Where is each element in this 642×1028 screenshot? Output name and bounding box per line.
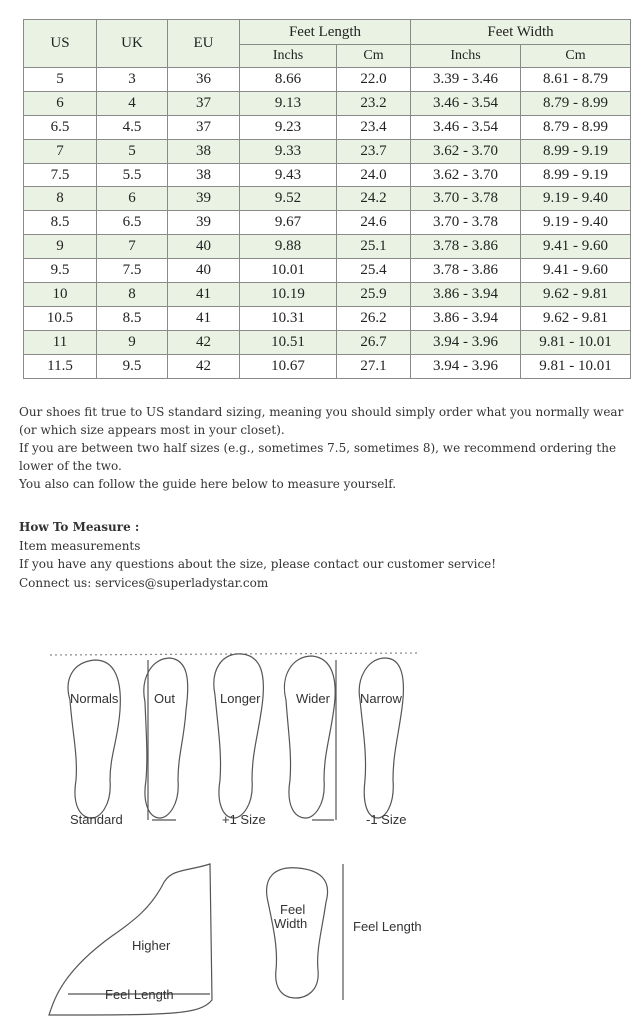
cell-w-in: 3.94 - 3.96 xyxy=(411,354,521,378)
cell-us: 9 xyxy=(24,235,97,259)
cell-us: 7.5 xyxy=(24,163,97,187)
cell-w-in: 3.46 - 3.54 xyxy=(411,91,521,115)
table-row xyxy=(24,68,631,92)
foot-outline-wider xyxy=(284,656,335,818)
cell-len-cm: 26.2 xyxy=(337,306,411,330)
cell-eu: 42 xyxy=(168,330,240,354)
cell-us: 10 xyxy=(24,283,97,307)
cell-us: 11.5 xyxy=(24,354,97,378)
size-chart-table xyxy=(23,19,631,379)
cell-w-in: 3.70 - 3.78 xyxy=(411,187,521,211)
cell-len-cm: 26.7 xyxy=(337,330,411,354)
cell-w-cm: 9.41 - 9.60 xyxy=(521,235,631,259)
how-to-measure xyxy=(19,518,631,592)
label-longer: Longer xyxy=(220,691,261,706)
label-narrow: Narrow xyxy=(360,691,402,706)
cell-w-in: 3.46 - 3.54 xyxy=(411,115,521,139)
cell-us: 5 xyxy=(24,68,97,92)
cell-uk: 8 xyxy=(97,283,168,307)
cell-w-cm: 9.81 - 10.01 xyxy=(521,330,631,354)
label-out: Out xyxy=(154,691,175,706)
item-measurements: Item measurements xyxy=(19,538,141,553)
cell-us: 7 xyxy=(24,139,97,163)
cell-len-in: 8.66 xyxy=(240,68,337,92)
cell-us: 8.5 xyxy=(24,211,97,235)
cell-uk: 5 xyxy=(97,139,168,163)
cell-uk: 6 xyxy=(97,187,168,211)
cell-len-cm: 27.1 xyxy=(337,354,411,378)
cell-len-in: 9.67 xyxy=(240,211,337,235)
cell-len-cm: 25.4 xyxy=(337,259,411,283)
cell-len-cm: 24.0 xyxy=(337,163,411,187)
cell-w-cm: 9.81 - 10.01 xyxy=(521,354,631,378)
table-row xyxy=(24,259,631,283)
cell-w-in: 3.78 - 3.86 xyxy=(411,235,521,259)
cell-uk: 7.5 xyxy=(97,259,168,283)
cell-us: 6 xyxy=(24,91,97,115)
cell-eu: 36 xyxy=(168,68,240,92)
label-feel-width-1: Feel xyxy=(280,902,306,917)
label-feel-width-2: Width xyxy=(274,916,308,931)
cell-us: 9.5 xyxy=(24,259,97,283)
foot-measure-diagram xyxy=(0,640,642,1028)
label-normals: Normals xyxy=(70,691,119,706)
table-row xyxy=(24,283,631,307)
how-to-title: How To Measure : xyxy=(19,520,140,534)
label-minus-one-size: -1 Size xyxy=(366,812,407,827)
foot-outline-normals xyxy=(68,660,120,818)
header-us: US xyxy=(24,20,97,68)
label-side-feel-length: Feel Length xyxy=(105,987,174,1002)
header-width-cm: Cm xyxy=(521,45,631,68)
cell-uk: 4.5 xyxy=(97,115,168,139)
cell-len-in: 9.33 xyxy=(240,139,337,163)
cell-eu: 40 xyxy=(168,259,240,283)
note-measure-guide: You also can follow the guide here below to measure yourself. xyxy=(19,477,397,491)
table-row xyxy=(24,306,631,330)
cell-eu: 41 xyxy=(168,283,240,307)
cell-len-cm: 22.0 xyxy=(337,68,411,92)
cell-w-cm: 8.79 - 8.99 xyxy=(521,115,631,139)
cell-w-cm: 8.79 - 8.99 xyxy=(521,91,631,115)
cell-eu: 39 xyxy=(168,211,240,235)
table-row xyxy=(24,211,631,235)
cell-len-in: 10.19 xyxy=(240,283,337,307)
label-higher: Higher xyxy=(132,938,171,953)
cell-uk: 4 xyxy=(97,91,168,115)
cell-len-in: 10.31 xyxy=(240,306,337,330)
cell-uk: 6.5 xyxy=(97,211,168,235)
cell-uk: 8.5 xyxy=(97,306,168,330)
cell-uk: 7 xyxy=(97,235,168,259)
cell-us: 6.5 xyxy=(24,115,97,139)
cell-us: 8 xyxy=(24,187,97,211)
cell-eu: 40 xyxy=(168,235,240,259)
header-feet-width: Feet Width xyxy=(411,20,631,45)
label-sole-feel-length: Feel Length xyxy=(353,919,422,934)
cell-w-in: 3.86 - 3.94 xyxy=(411,306,521,330)
table-row xyxy=(24,91,631,115)
cell-eu: 37 xyxy=(168,115,240,139)
cell-len-cm: 24.2 xyxy=(337,187,411,211)
table-row xyxy=(24,187,631,211)
cell-us: 10.5 xyxy=(24,306,97,330)
cell-len-in: 9.88 xyxy=(240,235,337,259)
size-rows xyxy=(24,68,631,379)
cell-len-in: 10.67 xyxy=(240,354,337,378)
foot-outline-out xyxy=(144,658,188,818)
cell-uk: 5.5 xyxy=(97,163,168,187)
header-eu: EU xyxy=(168,20,240,68)
cell-uk: 9 xyxy=(97,330,168,354)
label-wider: Wider xyxy=(296,691,330,706)
cell-w-cm: 8.99 - 9.19 xyxy=(521,163,631,187)
table-row xyxy=(24,235,631,259)
cell-len-cm: 23.4 xyxy=(337,115,411,139)
cell-uk: 3 xyxy=(97,68,168,92)
cell-eu: 41 xyxy=(168,306,240,330)
table-row xyxy=(24,163,631,187)
cell-w-in: 3.94 - 3.96 xyxy=(411,330,521,354)
table-row xyxy=(24,115,631,139)
cell-w-in: 3.62 - 3.70 xyxy=(411,163,521,187)
fit-notes xyxy=(19,403,631,493)
table-row xyxy=(24,139,631,163)
cell-w-cm: 9.62 - 9.81 xyxy=(521,283,631,307)
foot-outline-narrow xyxy=(359,658,403,818)
cell-len-cm: 25.1 xyxy=(337,235,411,259)
cell-eu: 42 xyxy=(168,354,240,378)
cell-len-cm: 23.2 xyxy=(337,91,411,115)
cell-len-in: 10.51 xyxy=(240,330,337,354)
cell-w-cm: 8.61 - 8.79 xyxy=(521,68,631,92)
label-standard: Standard xyxy=(70,812,123,827)
cell-w-cm: 9.41 - 9.60 xyxy=(521,259,631,283)
cell-w-cm: 8.99 - 9.19 xyxy=(521,139,631,163)
header-length-inchs: Inchs xyxy=(240,45,337,68)
cell-w-in: 3.86 - 3.94 xyxy=(411,283,521,307)
cell-w-cm: 9.19 - 9.40 xyxy=(521,211,631,235)
cell-w-in: 3.78 - 3.86 xyxy=(411,259,521,283)
cell-len-in: 9.23 xyxy=(240,115,337,139)
cell-len-in: 10.01 xyxy=(240,259,337,283)
cell-len-cm: 24.6 xyxy=(337,211,411,235)
contact-email: Connect us: services@superladystar.com xyxy=(19,575,269,590)
cell-eu: 37 xyxy=(168,91,240,115)
table-row xyxy=(24,354,631,378)
cell-eu: 38 xyxy=(168,139,240,163)
cell-len-cm: 23.7 xyxy=(337,139,411,163)
cell-eu: 38 xyxy=(168,163,240,187)
cell-len-in: 9.52 xyxy=(240,187,337,211)
cell-len-in: 9.43 xyxy=(240,163,337,187)
cell-len-in: 9.13 xyxy=(240,91,337,115)
cell-us: 11 xyxy=(24,330,97,354)
note-true-to-size: Our shoes fit true to US standard sizing, meaning you should simply order what you normally wear (or which size appears most in your closet). xyxy=(19,405,624,437)
cell-w-cm: 9.62 - 9.81 xyxy=(521,306,631,330)
cell-w-in: 3.70 - 3.78 xyxy=(411,211,521,235)
foot-outline-longer xyxy=(214,654,264,818)
cell-uk: 9.5 xyxy=(97,354,168,378)
cell-w-in: 3.62 - 3.70 xyxy=(411,139,521,163)
contact-note: If you have any questions about the size, please contact our customer service! xyxy=(19,557,497,571)
header-uk: UK xyxy=(97,20,168,68)
label-plus-one-size: +1 Size xyxy=(222,812,266,827)
cell-w-cm: 9.19 - 9.40 xyxy=(521,187,631,211)
cell-eu: 39 xyxy=(168,187,240,211)
cell-w-in: 3.39 - 3.46 xyxy=(411,68,521,92)
table-row xyxy=(24,330,631,354)
note-half-sizes: If you are between two half sizes (e.g., sometimes 7.5, sometimes 8), we recommend ordering the lower of the two. xyxy=(19,441,617,473)
sole-outline xyxy=(267,868,328,998)
header-width-inchs: Inchs xyxy=(411,45,521,68)
header-length-cm: Cm xyxy=(337,45,411,68)
header-feet-length: Feet Length xyxy=(240,20,411,45)
cell-len-cm: 25.9 xyxy=(337,283,411,307)
